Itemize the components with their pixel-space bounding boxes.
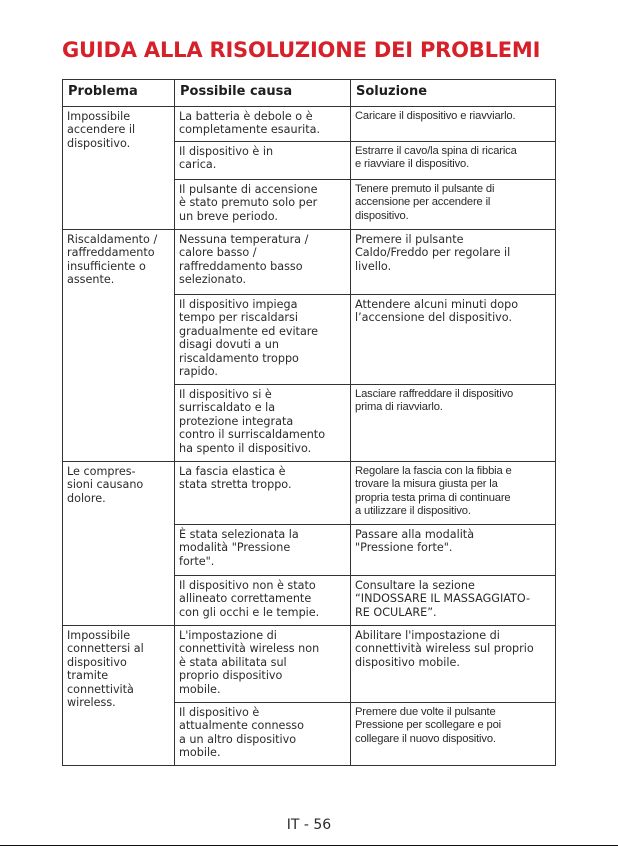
page-title: GUIDA ALLA RISOLUZIONE DEI PROBLEMI xyxy=(62,38,541,62)
cause-cell: Nessuna temperatura / calore basso / raffreddamento basso selezionato. xyxy=(175,230,351,295)
solution-cell: Consultare la sezione “INDOSSARE IL MASSAGGIATO- RE OCULARE”. xyxy=(351,576,556,626)
cause-cell: Il dispositivo è attualmente connesso a un altro dispositivo mobile. xyxy=(175,703,351,766)
page-number: IT - 56 xyxy=(286,817,332,833)
cause-cell: Il pulsante di accensione è stato premuto solo per un breve periodo. xyxy=(175,180,351,230)
solution-cell: Estrarre il cavo/la spina di ricarica e riavviare il dispositivo. xyxy=(351,142,556,180)
header-solution: Soluzione xyxy=(351,80,556,107)
troubleshooting-table xyxy=(62,79,556,766)
cause-cell: È stata selezionata la modalità "Pressione forte". xyxy=(175,525,351,576)
solution-cell: Attendere alcuni minuti dopo l’accensione del dispositivo. xyxy=(351,295,556,385)
solution-cell: Premere il pulsante Caldo/Freddo per regolare il livello. xyxy=(351,230,556,295)
solution-cell: Lasciare raffreddare il dispositivo prima di riavviarlo. xyxy=(351,385,556,462)
cause-cell: Il dispositivo si è surriscaldato e la protezione integrata contro il surriscaldamento ha spento il dispositivo. xyxy=(175,385,351,462)
table-row xyxy=(63,230,556,295)
table-header-row xyxy=(63,80,556,107)
problem-cell: Riscaldamento / raffreddamento insufficiente o assente. xyxy=(63,230,175,462)
cause-cell: Il dispositivo impiega tempo per riscaldarsi gradualmente ed evitare disagi dovuti a un riscaldamento troppo rapido. xyxy=(175,295,351,385)
table-row xyxy=(63,462,556,525)
cause-cell: Il dispositivo è in carica. xyxy=(175,142,351,180)
problem-cell: Impossibile connettersi al dispositivo tramite connettività wireless. xyxy=(63,626,175,766)
header-problem: Problema xyxy=(63,80,175,107)
solution-cell: Premere due volte il pulsante Pressione per scollegare e poi collegare il nuovo dispositivo. xyxy=(351,703,556,766)
cause-cell: La batteria è debole o è completamente esaurita. xyxy=(175,107,351,142)
solution-cell: Passare alla modalità "Pressione forte". xyxy=(351,525,556,576)
table-row xyxy=(63,107,556,142)
solution-cell: Tenere premuto il pulsante di accensione per accendere il dispositivo. xyxy=(351,180,556,230)
solution-cell: Regolare la fascia con la fibbia e trovare la misura giusta per la propria testa prima di continuare a utilizzare il dispositivo. xyxy=(351,462,556,525)
cause-cell: La fascia elastica è stata stretta troppo. xyxy=(175,462,351,525)
solution-cell: Caricare il dispositivo e riavviarlo. xyxy=(351,107,556,142)
solution-cell: Abilitare l'impostazione di connettività wireless sul proprio dispositivo mobile. xyxy=(351,626,556,703)
table-row xyxy=(63,626,556,703)
cause-cell: L'impostazione di connettività wireless non è stata abilitata sul proprio dispositivo mobile. xyxy=(175,626,351,703)
cause-cell: Il dispositivo non è stato allineato correttamente con gli occhi e le tempie. xyxy=(175,576,351,626)
problem-cell: Impossibile accendere il dispositivo. xyxy=(63,107,175,230)
page-bottom-rule xyxy=(0,845,618,846)
header-cause: Possibile causa xyxy=(175,80,351,107)
problem-cell: Le compres- sioni causano dolore. xyxy=(63,462,175,626)
